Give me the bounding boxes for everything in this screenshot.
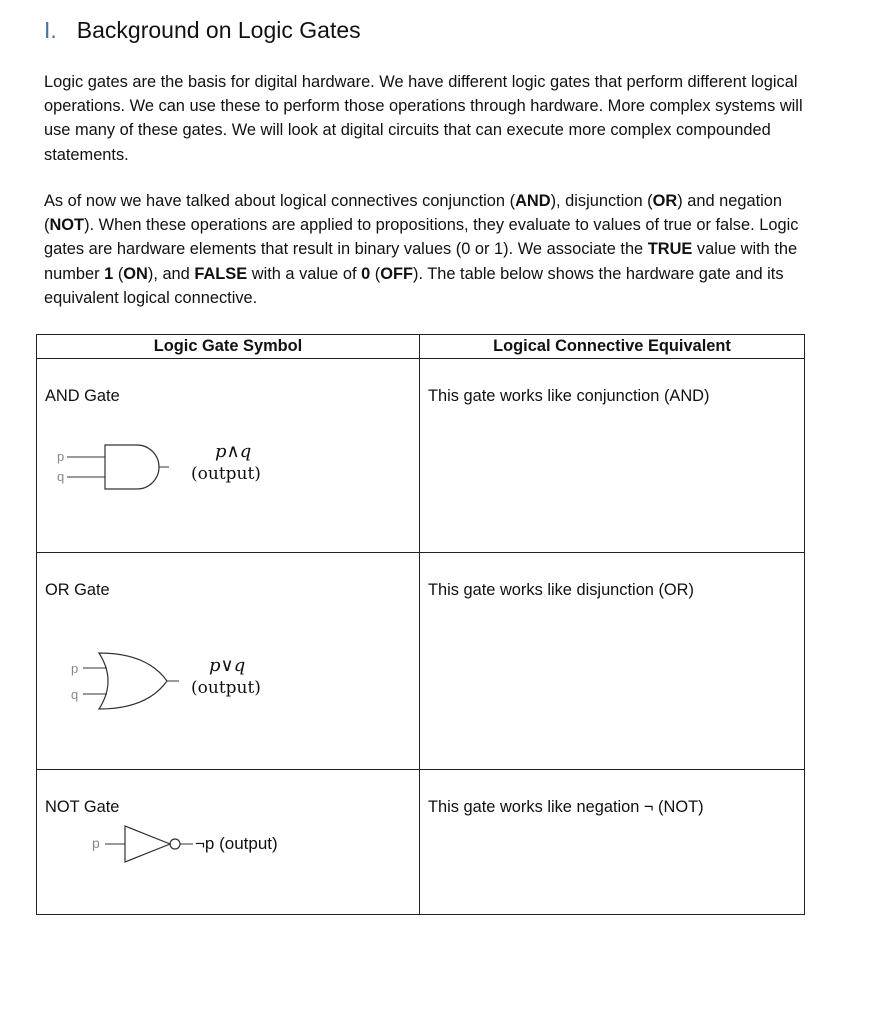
not-output-expr: ¬p (output) <box>195 834 278 853</box>
or-input-q: q <box>71 687 79 702</box>
and-gate-cell <box>37 359 420 553</box>
section-number: I. <box>44 17 57 43</box>
or-gate-label: OR Gate <box>45 581 110 599</box>
intro-paragraph: Logic gates are the basis for digital hardware. We have different logic gates that perform different logical operations. We can use these to perform those operations through hardware. More complex systems will use many of these gates. We will look at digital circuits that can execute more complex compounded statements. <box>44 73 803 164</box>
or-description-cell <box>420 553 805 770</box>
table-row <box>37 770 805 915</box>
or-gate-icon <box>37 623 420 753</box>
or-description: This gate works like disjunction (OR) <box>428 581 694 599</box>
or-input-p: p <box>71 661 79 676</box>
section-heading <box>44 14 361 46</box>
and-output-expr: p∧q <box>215 441 252 462</box>
table-row <box>37 359 805 553</box>
and-gate-icon <box>37 411 420 531</box>
table-row <box>37 553 805 770</box>
not-description-cell <box>420 770 805 915</box>
and-description: This gate works like conjunction (AND) <box>428 387 710 405</box>
header-logic-gate-symbol: Logic Gate Symbol <box>37 335 420 359</box>
logic-gates-table <box>36 334 805 915</box>
not-gate-cell <box>37 770 420 915</box>
or-output-expr: p∨q <box>209 655 246 676</box>
not-gate-icon <box>37 820 420 880</box>
not-input-p: p <box>92 835 100 851</box>
section-title: Background on Logic Gates <box>76 17 361 43</box>
and-gate-label: AND Gate <box>45 387 120 405</box>
or-gate-cell <box>37 553 420 770</box>
connectives-paragraph: As of now we have talked about logical connectives conjunction (AND), disjunction (OR) and negation (NOT). When these operations are applied to propositions, they evaluate to values of true or false. Logic gates are hardware elements that result in binary values (0 or 1). We associate the TRUE value with the number 1 (ON), and FALSE with a value of 0 (OFF). The table below shows the hardware gate and its equivalent logical connective. <box>44 192 799 307</box>
or-output-label: (output) <box>191 678 261 698</box>
header-logical-connective: Logical Connective Equivalent <box>420 335 805 359</box>
and-description-cell <box>420 359 805 553</box>
table-header-row <box>37 335 805 359</box>
and-input-q: q <box>57 469 65 484</box>
and-output-label: (output) <box>191 464 261 484</box>
and-input-p: p <box>57 449 65 464</box>
not-description: This gate works like negation ¬ (NOT) <box>428 798 704 816</box>
not-gate-label: NOT Gate <box>45 798 120 816</box>
